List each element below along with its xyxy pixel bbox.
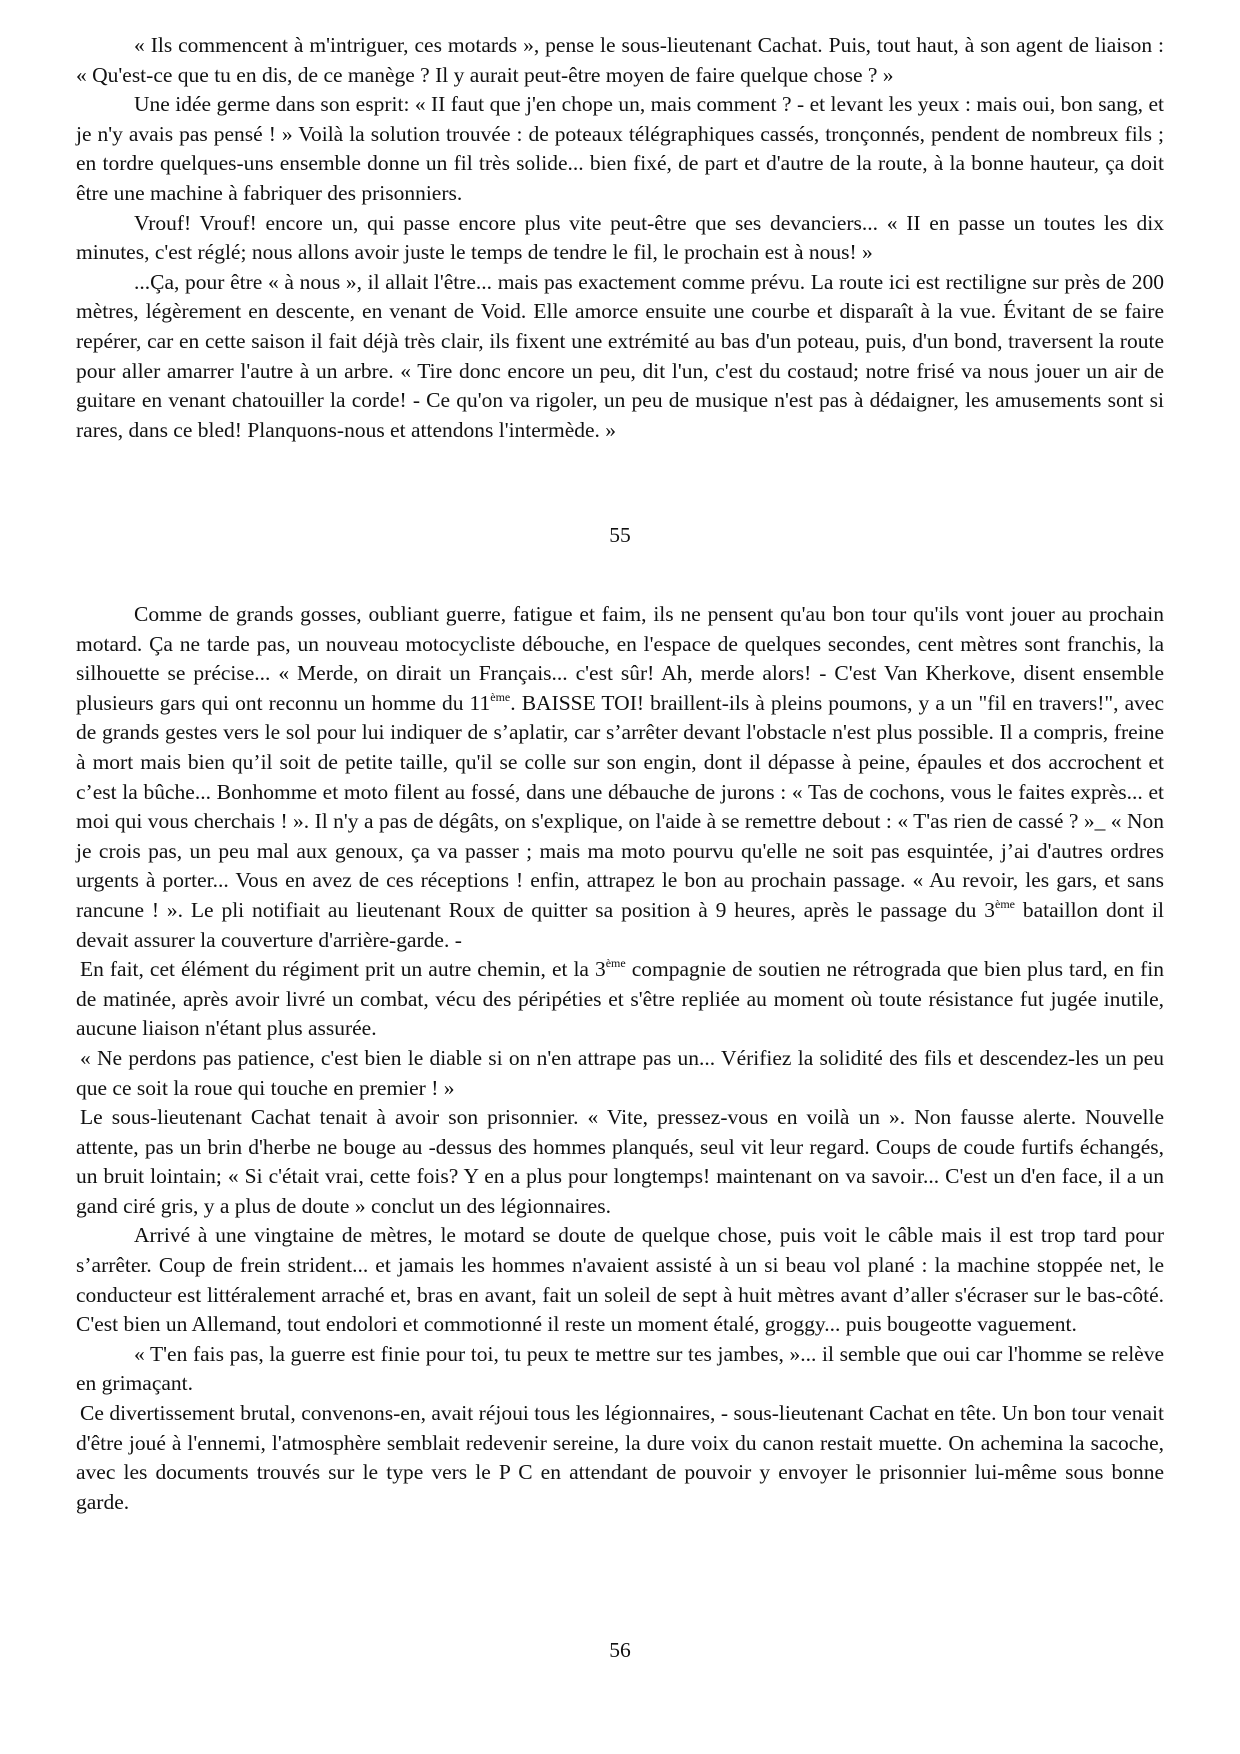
paragraph: Une idée germe dans son esprit: « II faut que j'en chope un, mais comment ? - et levant les yeux : mais oui, bon sang, et je n'y avais pas pensé ! » Voilà la solution trouvée : de poteaux télégraphiques cassés, tronçonnés, pendent de nombreux fils ; en tordre quelques-uns ensemble donne un fil très solide... bien fixé, de part et d'autre de la route, à la bonne hauteur, ça doit être une machine à fabriquer des prisonniers. [76, 92, 1164, 205]
paragraph: « Ils commencent à m'intriguer, ces motards », pense le sous-lieutenant Cachat. Puis, tout haut, à son agent de liaison : « Qu'est-ce que tu en dis, de ce manège ? Il y aurait peut-être moyen de faire quelque chose ? » [76, 33, 1164, 87]
paragraph: Arrivé à une vingtaine de mètres, le motard se doute de quelque chose, puis voit le câble mais il est trop tard pour s’arrêter. Coup de frein strident... et jamais les hommes n'avaient assisté à un si beau vol plané : la machine stoppée net, le conducteur est littéralement arraché et, bras en avant, fait un soleil de sept à huit mètres avant d’aller s'écraser sur le bas-côté. C'est bien un Allemand, tout endolori et commotionné il reste un moment étalé, groggy... puis bougeotte vaguement. [76, 1223, 1164, 1337]
paragraph: « T'en fais pas, la guerre est finie pour toi, tu peux te mettre sur tes jambes, »... il semble que oui car l'homme se relève en grimaçant. [76, 1341, 1164, 1396]
page-number: 56 [609, 1638, 631, 1662]
page-56-text [76, 600, 1164, 1517]
ordinal-suffix: ème [995, 896, 1016, 911]
paragraph-text: Comme de grands gosses, oubliant guerre, fatigue et faim, ils ne pensent qu'au bon tour qu'ils vont jouer au prochain motard. Ça ne tarde pas, un nouveau motocycliste débouche, en l'espace de quelques secondes, cent mètres sont franchis, la silhouette se précise... « Merde, on dirait un Français... c'est sûr! Ah, merde alors! - C'est Van Kherkove, disent ensemble plusieurs gars qui ont reconnu un homme du 11 [76, 602, 1164, 715]
paragraph-text: . BAISSE TOI! braillent-ils à pleins poumons, y a un "fil en travers!", avec de grands gestes vers le sol pour lui indiquer de s’aplatir, car s’arrêter devant l'obstacle n'est plus possible. Il a compris, freine à mort mais bien qu’il soit de petite taille, qu'il se colle sur son engin, dont il dépasse à peine, épaules et dos accrochent et c’est la bûche... Bonhomme et moto filent au fossé, dans une débauche de jurons : « Tas de cochons, vous le faites exprès... et moi qui vous cherchais ! ». Il n'y a pas de dégâts, on s'explique, on l'aide à se remettre debout : « T'as rien de cassé ? »_ « Non je crois pas, un peu mal aux genoux, ça va passer ; mais ma moto pourvu qu'elle ne soit pas esquintée, j’ai d'autres ordres urgents à porter... Vous en avez de ces réceptions ! enfin, attrapez le bon au prochain passage. « Au revoir, les gars, et sans rancune ! ». Le pli notifiait au lieutenant Roux de quitter sa position à 9 heures, après le passage du 3 [76, 690, 1164, 922]
paragraph-text: compagnie de soutien ne rétrograda que bien plus tard, en fin de matinée, après avoir livré un combat, vécu des péripéties et s'être repliée au moment où toute résistance fut jugée inutile, aucune liaison n'étant plus assurée. [76, 957, 1164, 1041]
paragraph: Vrouf! Vrouf! encore un, qui passe encore plus vite peut-être que ses devanciers... « II en passe un toutes les dix minutes, c'est réglé; nous allons avoir juste le temps de tendre le fil, le prochain est à nous! » [76, 210, 1164, 265]
paragraph: Le sous-lieutenant Cachat tenait à avoir son prisonnier. « Vite, pressez-vous en voilà un ». Non fausse alerte. Nouvelle attente, pas un brin d'herbe ne bouge au -dessus des hommes planqués, seul vit leur regard. Coups de coude furtifs échangés, un bruit lointain; « Si c'était vrai, cette fois? Y en a plus pour longtemps! maintenant on va savoir... C'est un d'en face, il a un gand ciré gris, y a plus de doute » conclut un des légionnaires. [76, 1105, 1164, 1218]
page-55-text [76, 31, 1164, 445]
paragraph-text: En fait, cet élément du régiment prit un autre chemin, et la 3 [80, 957, 606, 982]
ordinal-suffix: ème [605, 956, 626, 971]
ordinal-suffix: ème [490, 689, 511, 704]
paragraph-text: bataillon dont il devait assurer la couverture d'arrière-garde. - [76, 897, 1164, 952]
paragraph [76, 600, 1164, 955]
paragraph: Ce divertissement brutal, convenons-en, avait réjoui tous les légionnaires, - sous-lieutenant Cachat en tête. Un bon tour venait d'être joué à l'ennemi, l'atmosphère semblait redevenir sereine, la dure voix du canon restait muette. On achemina la sacoche, avec les documents trouvés sur le type vers le P C en attendant de pouvoir y envoyer le prisonnier lui-même sous bonne garde. [76, 1401, 1164, 1514]
paragraph: « Ne perdons pas patience, c'est bien le diable si on n'en attrape pas un... Vérifiez la solidité des fils et descendez-les un peu que ce soit la roue qui touche en premier ! » [76, 1045, 1164, 1100]
paragraph [76, 955, 1164, 1044]
paragraph: ...Ça, pour être « à nous », il allait l'être... mais pas exactement comme prévu. La route ici est rectiligne sur près de 200 mètres, légèrement en descente, en venant de Void. Elle amorce ensuite une courbe et disparaît à la vue. Évitant de se faire repérer, car en cette saison il fait déjà très clair, ils fixent une extrémité au bas d'un poteau, puis, d'un bond, traversent la route pour aller amarrer l'autre à un arbre. « Tire donc encore un peu, dit l'un, c'est du costaud; notre frisé va nous jouer un air de guitare en venant chatouiller la corde! - Ce qu'on va rigoler, un peu de musique n'est pas à dédaigner, les amusements sont si rares, dans ce bled! Planquons-nous et attendons l'intermède. » [76, 269, 1164, 442]
page-number: 55 [609, 523, 631, 547]
